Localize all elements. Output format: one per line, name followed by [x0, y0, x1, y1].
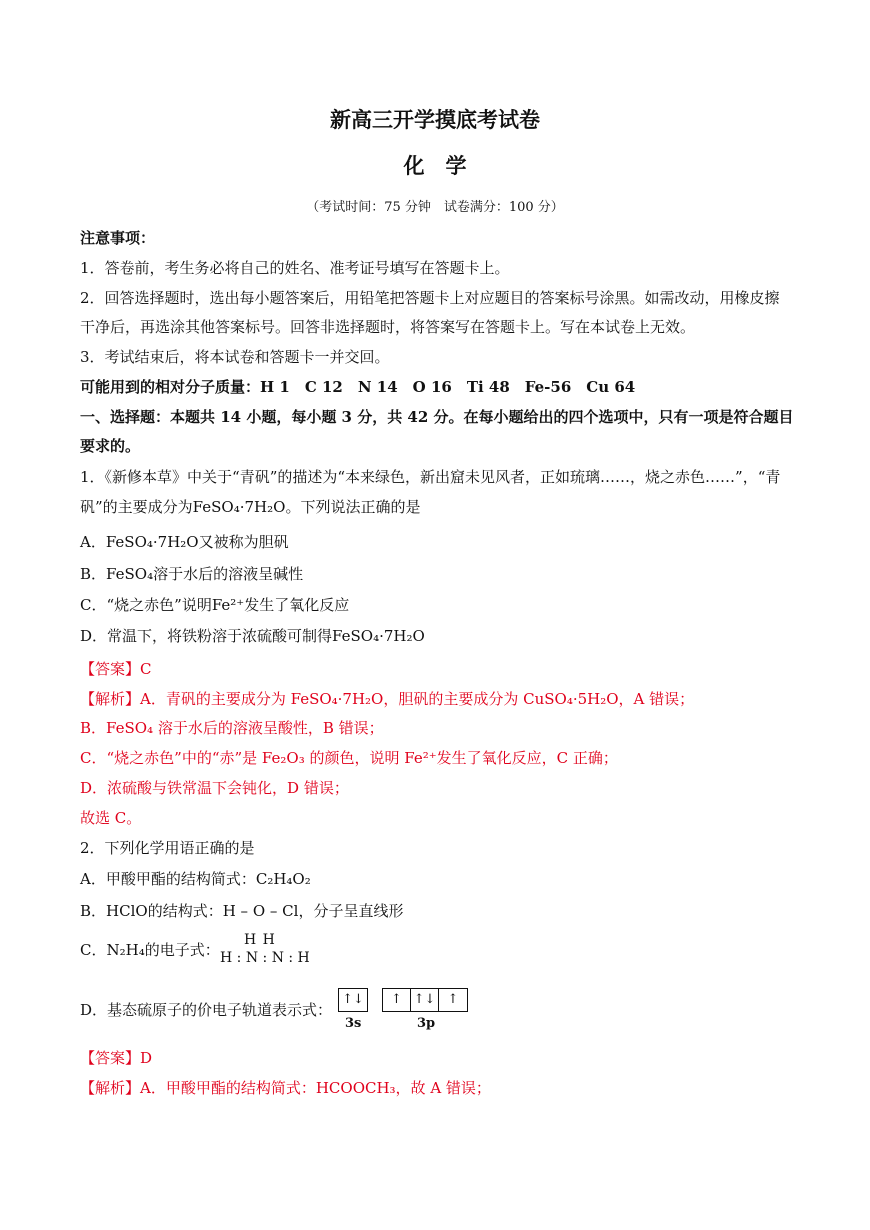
q1-option-c	[80, 595, 349, 615]
q1-stem-line2	[80, 497, 420, 517]
q1-explanation-5: 故选 C。	[80, 809, 142, 827]
orbital-3s-cell: ↑↓	[342, 992, 364, 1007]
q2-option-b-struct: H – O – Cl	[222, 902, 299, 920]
q1-explanation-2: B．FeSO₄ 溶于水后的溶液呈酸性，B 错误；	[80, 719, 384, 737]
q1-explanation-1: 【解析】A．青矾的主要成分为 FeSO₄·7H₂O，胆矾的主要成分为 CuSO₄·5H₂O，A 错误；	[80, 690, 695, 708]
q1-option-b-label: B．	[80, 565, 107, 583]
orbital-3p-box	[382, 988, 468, 1012]
q2-option-d: D．基态硫原子的价电子轨道表示式：	[80, 1001, 333, 1019]
q1-explanation-4: D．浓硫酸与铁常温下会钝化，D 错误；	[80, 779, 349, 797]
q2-option-c	[80, 940, 220, 960]
q1-stem-formula: FeSO₄·7H₂O	[192, 498, 286, 516]
note-item-2b: 干净后，再选涂其他答案标号。回答非选择题时，将答案写在答题卡上。写在本试卷上无效。	[80, 318, 696, 336]
notes-heading: 注意事项：	[80, 229, 156, 247]
q2-electron-top-h: H H	[244, 932, 276, 948]
q1-option-a-label: A．	[80, 533, 106, 551]
q1-option-a-text: 又被称为胆矾	[198, 533, 289, 551]
section-heading-line2: 要求的。	[80, 437, 141, 455]
q1-option-c-ion: Fe²⁺	[211, 596, 245, 614]
orbital-3s-box	[338, 988, 368, 1012]
q1-option-d-formula: FeSO₄·7H₂O	[332, 627, 425, 645]
q1-answer: 【答案】C	[80, 660, 152, 678]
q1-option-c-suffix: 发生了氧化反应	[244, 596, 350, 614]
q2-option-c-mid: 的电子式：	[144, 941, 220, 959]
q1-stem-suffix: 。下列说法正确的是	[285, 498, 421, 516]
q2-explanation-1: 【解析】A．甲酸甲酯的结构简式：HCOOCH₃，故 A 错误；	[80, 1079, 491, 1097]
q1-stem-prefix: 矾”的主要成分为	[80, 498, 193, 516]
q1-option-b	[80, 564, 303, 584]
orbital-3s-label: 3s	[345, 1016, 362, 1031]
q2-option-b-mid: 的结构式：	[147, 902, 223, 920]
q1-option-a-formula: FeSO₄·7H₂O	[105, 533, 199, 551]
exam-title: 新高三开学摸底考试卷	[330, 107, 540, 132]
note-item-1: 1．答卷前，考生务必将自己的姓名、准考证号填写在答题卡上。	[80, 259, 510, 277]
q2-stem: 2．下列化学用语正确的是	[80, 839, 255, 857]
orbital-3p-cell-1: ↑	[383, 989, 411, 1011]
q2-option-b-formula: HClO	[106, 902, 148, 920]
q2-answer: 【答案】D	[80, 1049, 153, 1067]
note-item-3: 3．考试结束后，将本试卷和答题卡一并交回。	[80, 348, 390, 366]
q2-option-c-formula: N₂H₄	[106, 941, 145, 959]
q2-option-a-formula: C₂H₄O₂	[255, 870, 311, 888]
q1-option-b-formula: FeSO₄	[106, 565, 154, 583]
q2-option-a	[80, 869, 311, 889]
q2-option-a-prefix: A．甲酸甲酯的结构简式：	[80, 870, 256, 888]
atomic-masses: 可能用到的相对分子质量：H 1 C 12 N 14 O 16 Ti 48 Fe-56 Cu 64	[80, 378, 636, 396]
q1-explanation-3: C．“烧之赤色”中的“赤”是 Fe₂O₃ 的颜色，说明 Fe²⁺发生了氧化反应，C 正确；	[80, 749, 618, 767]
orbital-3p-cell-3: ↑	[447, 992, 459, 1007]
q1-option-c-prefix: C．“烧之赤色”说明	[80, 596, 212, 614]
q2-option-b-prefix: B．	[80, 902, 107, 920]
q1-option-a	[80, 532, 289, 552]
q2-option-b	[80, 901, 403, 921]
orbital-3p-cell-2: ↑↓	[411, 989, 439, 1011]
q1-option-b-text: 溶于水后的溶液呈碱性	[153, 565, 304, 583]
q2-electron-formula: H : N : N : H	[220, 950, 310, 966]
note-item-2a: 2．回答选择题时，选出每小题答案后，用铅笔把答题卡上对应题目的答案标号涂黑。如需改动，用橡皮擦	[80, 289, 780, 307]
q2-option-c-prefix: C．	[80, 941, 107, 959]
time-info: （考试时间：75 分钟 试卷满分：100 分）	[306, 200, 564, 215]
q1-option-d-prefix: D．常温下，将铁粉溶于浓硫酸可制得	[80, 627, 333, 645]
section-heading-line1: 一、选择题：本题共 14 小题，每小题 3 分，共 42 分。在每小题给出的四个选项中，只有一项是符合题目	[80, 408, 794, 426]
subject-title: 化 学	[403, 153, 467, 178]
q2-option-b-suffix: ，分子呈直线形	[298, 902, 404, 920]
orbital-3p-label: 3p	[417, 1016, 436, 1031]
q1-option-d	[80, 626, 425, 646]
q1-stem-line1: 1．《新修本草》中关于“青矾”的描述为“本来绿色，新出窟未见风者，正如琉璃……，烧之赤色……”，“青	[80, 468, 781, 486]
